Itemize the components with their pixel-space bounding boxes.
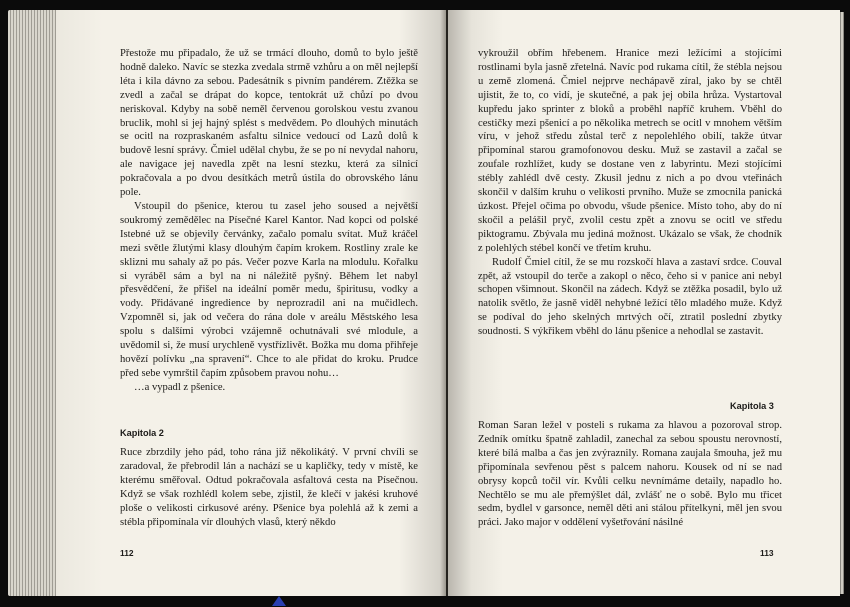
page-number: 112 [120,548,134,558]
paragraph: Přestože mu připadalo, že už se trmácí dlouho, domů to bylo ještě hodně daleko. Navíc se stezka zvedala strmě vzhůru a on měl nejlepší léta i kila dávno za sebou. Padesátník s pivním pandérem. Ztěžka se zvedl a začal se drápat do kopce, tentokrát už chůzí po dvou neriskoval. Kdyby na sobě neměl červenou gorolskou vestu zvanou bruclik, mohl si jej hajný splést s medvědem. Po dlouhých minutách se ocitl na rozpraskaném asfaltu silnice vedoucí od Lazů dolů k budově lesní správy. Čmiel udělal chybu, že se po ní nevydal nahoru, ale navigace jej navedla zpět na lesní stezku, která za silnicí pokračovala a po dvou desítkách metrů ústila do obrovského lánu pole. [120,48,418,199]
paragraph: Rudolf Čmiel cítil, že se mu rozskočí hlava a zastaví srdce. Couval zpět, až vstoupil do terče a zakopl o něco, čeho si v panice ani nebyl schopen všimnout. Skončil na zádech. Když se ztěžka posadil, bylo už natolik světlo, že jasně viděl nehybné ležící tělo mladého muže. Když se podíval do jeho skelných mrtvých očí, ztratil poslední zbytky soudnosti. S výkřikem vběhl do lánu pšenice a nehodlal se zastavit. [478,256,782,338]
left-page [56,10,446,596]
paragraph: Roman Saran ležel v posteli s rukama za hlavou a pozoroval strop. Zedník omítku špatně zahladil, zanechal za sebou spoustu nerovností, které bílá malba a čas jen zvýraznily. Romana zaujala šmouha, jež mu připomínala sevřenou pěst s palcem nahoru. Kousek od ní se nad obrysy kopců točil vír. Kvůli celku nevnímáme detaily, napadlo ho. Nechtělo se mu ale přemýšlet dál, zvlášť ne o sobě. Bylo mu třicet sedm, bydlel v garsonce, neměl děti ani stálou přítelkyni, měl jen svou práci. Jako major v oddělení vyšetřování násilné [478,420,782,529]
left-chapter-text [120,446,418,529]
bookmark-ribbon [272,596,286,606]
page-edges-left [8,10,58,596]
right-body-text [478,47,782,339]
chapter-heading: Kapitola 3 [730,401,774,411]
right-chapter-text [478,419,782,530]
left-body-text [120,47,418,395]
paragraph: …a vypadl z pšenice. [134,381,226,393]
paragraph: Vstoupil do pšenice, kterou tu zasel jeho soused a největší soukromý zemědělec na Písečné Karel Kantor. Nad kopci od polské Istebné už se objevily červánky, začalo pomalu svítat. Muž kráčel mezi světle žlutými klasy dlouhým čapím krokem. Rostliny zrale ke sklizni mu sahaly až po pás. Večer pozve Karla na mlodulu. Kořalku si vyráběl sám a byl na ni náležitě pyšný. Během let nabyl přesvědčení, že přišel na ideální poměr medu, špiritusu, vodky a vody. Přidávané ingredience by neprozradil ani na mučidlech. Vzpomněl si, jak od večera do rána dole v areálu Městského lesa spolu s dalšími výrobci vzájemně ochutnávali své mlodule, a uvědomil si, že musí urychleně vystřízlivět. Božka mu doma přihřeje hovězí polívku „na spravení“. Chce to ale přidat do kroku. Prudce před sebe vymrštil čapím způsobem pravou nohu… [120,200,418,379]
paragraph: Ruce zbrzdily jeho pád, toho rána již několikátý. V první chvíli se zaradoval, že přebrodil lán a nachází se u kapličky, tedy v místě, ke kterému směřoval. Odtud pokračovala asfaltová cesta na Písečnou. Když se však rozhlédl kolem sebe, zjistil, že klečí v jakési kruhové ploše o velikosti cirkusové arény. Pšenice bya polehlá až k zemi a stébla připomínala vír dlouhých vlasů, který někdo [120,447,418,528]
page-number: 113 [760,548,774,558]
chapter-heading: Kapitola 2 [120,428,164,438]
right-page [448,10,840,596]
paragraph: vykroužil obřím hřebenem. Hranice mezi ležícími a stojícími rostlinami byla jasně zřetelná. Navíc pod rukama cítil, že stébla nejsou u země zlomená. Čmiel nejprve nechápavě zíral, jako by se chtěl ujistit, že to, co vidí, je skutečné, a pak jej obila hrůza. Vystartoval kupředu jako sprinter z bloků a proběhl napříč kruhem. Vběhl do cestičky mezi pšenicí a po několika metrech se ocitl v mnohem větším víru, v jehož středu zůstal terč z nepolehlého obilí, takže útvar připomínal starou gramofonovou desku. Muž se zastavil a začal se zoufale rozhlížet, kudy se dostane ven z labyrintu. Mezi stojícími stébly zahlédl dvě cesty. Zkusil jednu z nich a po dvou vteřinách skončil v dalším kruhu o velikosti prvního. Muže se zmocnila panická úzkost. Přejel očima po obvodu, všude pšenice. Místo toho, aby do ní skočil a pelášil pryč, zvolil cestu zpět a znovu se ocitl ve středu piktogramu. Zbývala mu jediná možnost. Ukázalo se však, že chodník z polehlých stébel končí ve třetím kruhu. [478,48,782,254]
